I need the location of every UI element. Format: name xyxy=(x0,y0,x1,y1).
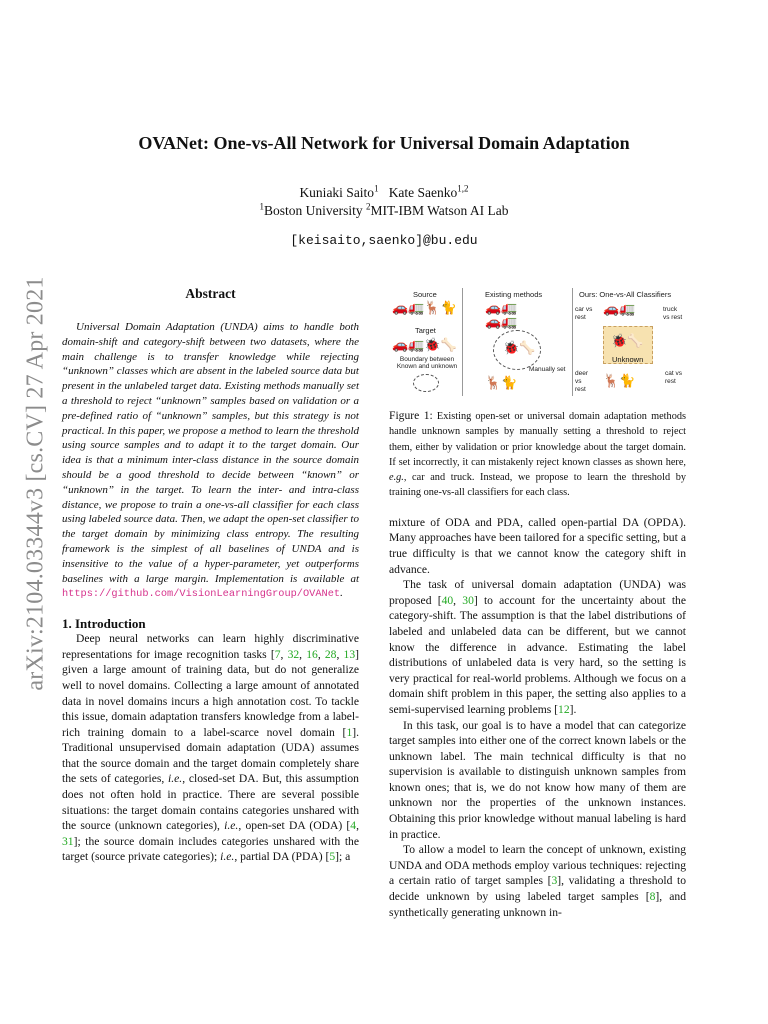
citation-link[interactable]: 4 xyxy=(350,819,357,833)
fig-source-label: Source xyxy=(413,290,437,299)
citation-link[interactable]: 1 xyxy=(346,725,353,739)
fig-boundary-label: Boundary between Known and unknown xyxy=(396,356,458,370)
abstract-heading: Abstract xyxy=(185,286,236,301)
right-body-text xyxy=(389,515,686,920)
unknown-samples-icon: 🐞🦴 xyxy=(503,340,536,355)
citation-link[interactable]: 5 xyxy=(329,850,336,864)
ours-animals-icon: 🦌🐈 xyxy=(603,373,636,388)
arxiv-id: arXiv:2104.03344v3 [cs.CV] 27 Apr 2021 xyxy=(22,275,49,691)
citation-link[interactable]: 16 xyxy=(306,647,318,661)
author-1: Kuniaki Saito xyxy=(299,185,375,200)
fig-ours-label: Ours: One-vs-All Classifiers xyxy=(579,290,672,299)
right-paragraph-3: In this task, our goal is to have a model that can categorize target samples into either one of the correct known labels or the unknown label. The main technical difficulty is that no supervision is available to distinguish unknown samples from known ones; that is, we do not know how many of them are unknown nor the properties of the unknown instances. Obtaining this prior knowledge without manual labeling is hard in practice. xyxy=(389,718,686,841)
citation-link[interactable]: 30 xyxy=(462,593,474,607)
fig-existing-label: Existing methods xyxy=(485,290,543,299)
affiliation-2: MIT-IBM Watson AI Lab xyxy=(370,203,509,218)
affiliations: $^1$Boston University $^2$MIT-IBM Watson AI Lab xyxy=(259,201,509,218)
figure-1-diagram xyxy=(389,286,686,400)
right-column xyxy=(389,286,686,920)
right-paragraph-4: To allow a model to learn the concept of unknown, existing UNDA and ODA methods employ various techniques: rejecting a certain ratio of target samples [3], validating a threshold to decide unknown by using labeled target samples [8], and synthetically generating unknown in- xyxy=(389,843,686,919)
target-samples-icon: 🚗🚛🐞🦴 xyxy=(392,337,457,352)
citation-link[interactable]: 31 xyxy=(62,834,74,848)
source-vehicles-icon: 🚗🚛🦌🐈 xyxy=(392,300,457,315)
affiliation-1: Boston University xyxy=(263,203,366,218)
existing-source-icon: 🚗🚛 xyxy=(485,300,518,315)
author-2: Kate Saenko xyxy=(388,185,458,200)
fig-target-label: Target xyxy=(415,326,436,335)
author-names: Kuniaki Saito$^1$ Kate Saenko$^{1,2}$ xyxy=(299,183,469,200)
existing-animals-icon: 🦌🐈 xyxy=(485,375,518,390)
arxiv-stamp xyxy=(18,268,54,698)
citation-link[interactable]: 32 xyxy=(287,647,300,661)
existing-target-icon: 🚗🚛 xyxy=(485,314,518,329)
fig-unknown-label: Unknown xyxy=(612,355,644,364)
intro-paragraph-1: Deep neural networks can learn highly discriminative representations for image recognition tasks [7, 32, 16, 28, 13] given a large amount of training data, but do not generalize well to novel domains. Collecting a large amount of annotated data in novel domains incurs a high annotation cost. To tackle this issue, domain adaptation transfers knowledge from a label-rich training domain to a label-scarce novel domain [1]. Traditional unsupervised domain adaptation (UDA) assumes that the source domain and the target domain completely share the sets of categories, i.e., closed-set DA. But, this assumption does not often hold in practice. There are several possible situations: the target domain contains categories unshared with the source (unknown categories), i.e., open-set DA (ODA) [4, 31]; the source domain includes categories unshared with the target (source private categories); i.e., partial DA (PDA) [5]; a xyxy=(62,632,359,864)
section-heading-introduction: 1. Introduction xyxy=(62,616,146,632)
abstract-text: Universal Domain Adaptation (UNDA) aims to handle both domain-shift and category-shift between two datasets, where the main challenge is to transfer knowledge while rejecting “unknown” classes which are absent in the labeled source data but present in the unlabeled target data. Existing methods manually set a threshold to reject “unknown” samples based on validation or a pre-defined ratio of “unknown” samples, but this strategy is not practical. In this paper, we propose a method to learn the threshold using source samples and to adapt it to the target domain. Our idea is that a minimum inter-class distance in the source domain should be a good threshold to decide between “known” or “unknown” in the target. To learn the inter- and intra-class distance, we propose to train a one-vs-all classifier for each class using labeled source data. Then, we adapt the open-set classifier to the target domain by minimizing class entropy. The resulting framework is the simplest of all baselines of UNDA and is insensitive to the value of a hyper-parameter, yet outperforms baselines with a large margin. Implementation is available at https://github.com/VisionLearningGroup/OVANet. xyxy=(62,321,359,601)
citation-link[interactable]: 28 xyxy=(324,647,337,661)
left-column xyxy=(62,286,359,865)
boundary-circle-icon xyxy=(413,374,439,392)
fig-truck-label: truck vs rest xyxy=(663,306,683,321)
citation-link[interactable]: 12 xyxy=(558,702,570,716)
figure-divider xyxy=(572,288,573,396)
code-link[interactable]: https://github.com/VisionLearningGroup/OVANet xyxy=(62,588,341,601)
ours-vehicles-icon: 🚗🚛 xyxy=(603,301,636,316)
right-paragraph-2: The task of universal domain adaptation (UNDA) was proposed [40, 30] to account for the uncertainty about the category-shift. The assumption is that the label distributions of labeled and unlabeled data can be different, but we cannot know the difference in advance. Estimating the label distributions of unlabeled data is very hard, so the setting is very practical for real-world problems. Although we focus on a domain shift problem in this paper, the setting also applies to a semi-supervised learning problems [12]. xyxy=(389,578,686,716)
fig-manual-label: Manually set xyxy=(529,366,566,373)
figure-divider xyxy=(462,288,463,396)
right-paragraph-1: mixture of ODA and PDA, called open-partial DA (OPDA). Many approaches have been tailored for a specific setting, but a true difficulty is that we cannot know the category shift in advance. xyxy=(389,515,686,576)
citation-link[interactable]: 8 xyxy=(649,890,656,904)
citation-link[interactable]: 7 xyxy=(274,647,281,661)
paper-title: OVANet: One-vs-All Network for Universal Domain Adaptation xyxy=(138,133,630,153)
ours-unknown-samples-icon: 🐞🦴 xyxy=(611,333,644,348)
fig-cat-label: cat vs rest xyxy=(665,370,682,385)
citation-link[interactable]: 3 xyxy=(551,874,558,888)
figure-1-caption: Figure 1: Existing open-set or universal domain adaptation methods handle unknown samples by manually setting a threshold to reject them, either by validation or prior knowledge about the target domain. If set incorrectly, it can mistakenly reject known classes as shown here, e.g., car and truck. Instead, we propose to learn the threshold by training one-vs-all classifiers for each class. xyxy=(389,409,686,499)
citation-link[interactable]: 40 xyxy=(441,593,454,607)
fig-car-label: car vs rest xyxy=(575,306,593,321)
author-block xyxy=(0,184,768,220)
citation-link[interactable]: 13 xyxy=(343,647,356,661)
fig-deer-label: deer vs rest xyxy=(575,370,589,393)
author-email: [keisaito,saenko]@bu.edu xyxy=(290,233,478,248)
